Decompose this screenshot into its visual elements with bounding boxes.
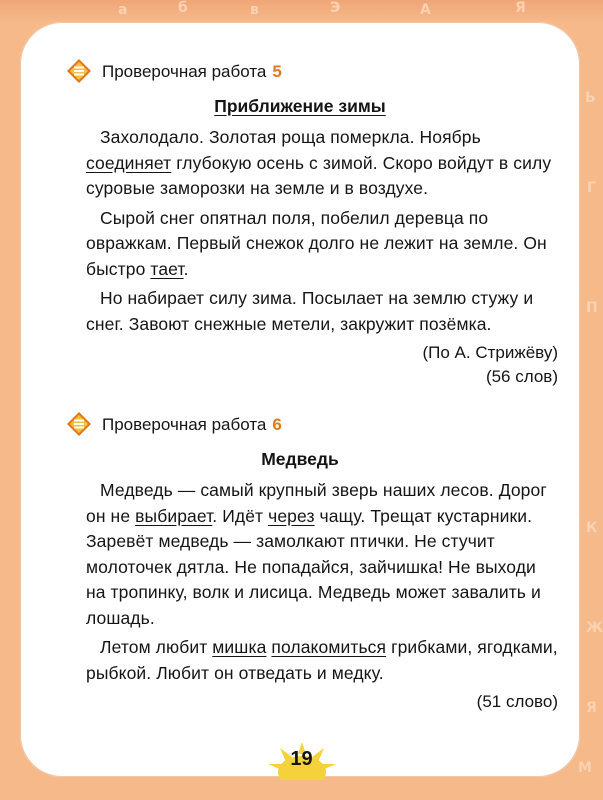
decor-letter: А — [420, 2, 431, 18]
decor-letter: Я — [586, 700, 597, 716]
decor-letter: П — [586, 300, 598, 316]
underlined-word: выбирает — [135, 505, 213, 526]
underlined-word: тает — [150, 258, 184, 279]
decor-letter: б — [178, 0, 188, 16]
decor-letter: Э — [330, 0, 341, 16]
decor-letter: Я — [515, 0, 526, 16]
word-count: (51 слово) — [476, 692, 558, 711]
underlined-word: полакомиться — [271, 637, 387, 657]
underlined-word: через — [268, 505, 315, 526]
paragraph: Медведь — самый крупный зверь наших лесов. Дорог он не выбирает. Идёт через чащу. Трещат кустарники. Заревёт медведь — замолкают птички. Не стучит молоточек дятла. Не попадайся, зайчишка! Не выходи на тропинку, волк и лисица. Медведь может завалить и лошадь. — [86, 480, 547, 628]
text-title: Медведь — [261, 449, 339, 469]
work-number: 5 — [272, 62, 282, 81]
work-label: Проверочная работа 6 — [102, 415, 282, 434]
paragraph: Захолодало. Золотая роща померкла. Ноябрь соединяет глубокую осень с зимой. Скоро войдут в силу суровые заморозки на земле и в воздухе. — [86, 127, 552, 198]
decor-letter: а — [118, 2, 128, 18]
work-5-header — [30, 58, 570, 90]
decor-letter: Ь — [585, 90, 596, 106]
paragraph: Сырой снег опятнал поля, побелил деревца по овражкам. Первый снежок долго не лежит на земле. Он быстро тает. — [86, 207, 547, 279]
text-source: (По А. Стрижёву) — [422, 343, 558, 362]
decor-letter: в — [250, 2, 259, 18]
underlined-word: мишка — [212, 637, 267, 657]
work-label: Проверочная работа 5 — [102, 62, 282, 81]
underlined-word: соединяет — [86, 152, 172, 173]
diamond-list-icon — [66, 411, 92, 437]
decor-letter: К — [586, 520, 598, 536]
diamond-list-icon — [66, 58, 92, 84]
page-content — [30, 22, 570, 714]
work-6-header — [30, 411, 570, 443]
page-border-top — [0, 0, 603, 22]
text-title: Приближение зимы — [214, 96, 386, 116]
word-count: (56 слов) — [485, 367, 558, 386]
page-number: 19 — [290, 748, 313, 770]
paragraph: Летом любит мишка полакомиться грибками, ягодками, рыбкой. Любит он отведать и медку. — [86, 637, 558, 683]
decor-letter: Ж — [586, 620, 603, 636]
work-number: 6 — [272, 415, 282, 434]
paragraph: Но набирает силу зима. Посылает на землю стужу и снег. Завоют снежные метели, закружит позёмка. — [86, 288, 534, 334]
decor-letter: М — [578, 760, 592, 776]
decor-letter: Г — [587, 180, 596, 196]
